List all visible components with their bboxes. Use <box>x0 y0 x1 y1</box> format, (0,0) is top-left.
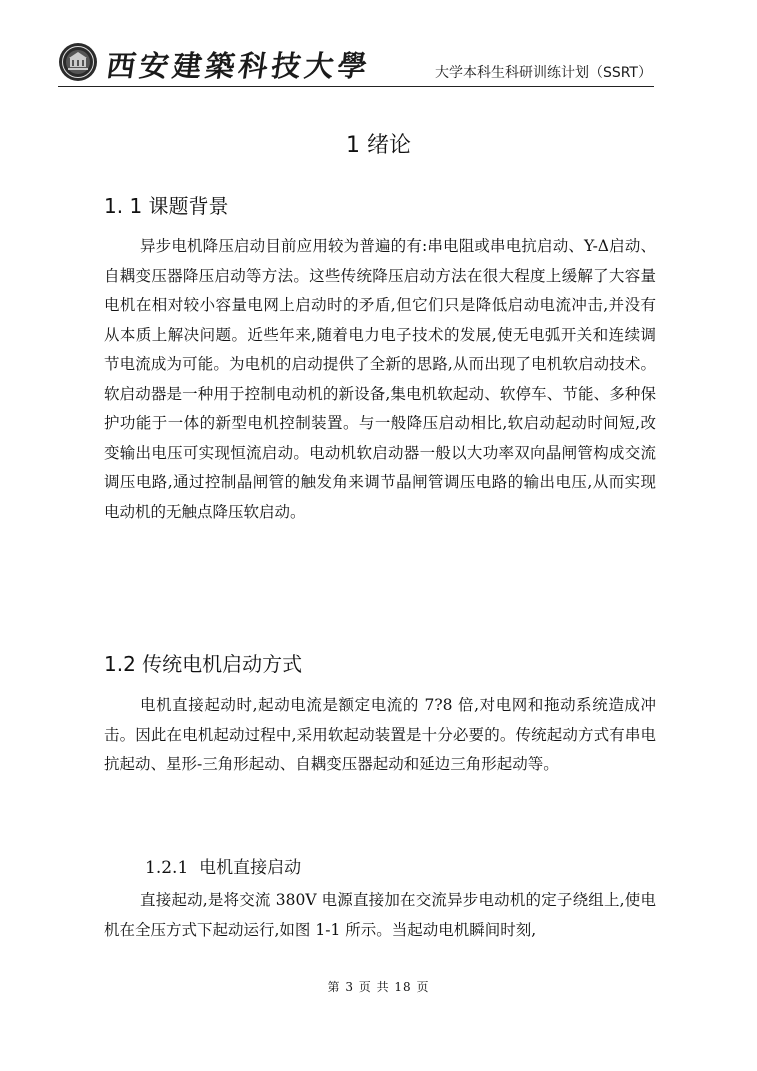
subsection-heading <box>145 853 301 878</box>
subsection-number: 1.2.1 <box>145 858 189 878</box>
section-heading-background: 1. 1 课题背景 <box>104 194 229 218</box>
university-name: 西安建築科技大學 <box>104 49 374 83</box>
page-header <box>58 40 654 87</box>
subsection-title: 电机直接启动 <box>199 858 302 878</box>
page-number-footer: 第 3 页 共 18 页 <box>327 980 430 994</box>
section-heading-traditional-start: 1.2 传统电机启动方式 <box>104 652 303 676</box>
section-paragraph-background: 异步电机降压启动目前应用较为普遍的有:串电阻或串电抗启动、Y-Δ启动、自耦变压器降压启动等方法。这些传统降压启动方法在很大程度上缓解了大容量电机在相对较小容量电网上启动时的矛盾,但它们只是降低启动电流冲击,并没有从本质上解决问题。近些年来,随着电力电子技术的发展,使无电弧开关和连续调节电流成为可能。为电机的启动提供了全新的思路,从而出现了电机软启动技术。软启动器是一种用于控制电动机的新设备,集电机软起动、软停车、节能、多种保护功能于一体的新型电机控制装置。与一般降压启动相比,软启动起动时间短,改变输出电压可实现恒流启动。电动机软启动器一般以大功率双向晶闸管构成交流调压电路,通过控制晶闸管的触发角来调节晶闸管调压电路的输出电压,从而实现电动机的无触点降压软启动。 <box>104 237 656 521</box>
chapter-title: 1 绪论 <box>346 133 411 158</box>
subsection-paragraph: 直接起动,是将交流 380V 电源直接加在交流异步电动机的定子绕组上,使电机在全压方式下起动运行,如图 1-1 所示。当起动电机瞬间时刻, <box>104 891 656 939</box>
program-name: 大学本科生科研训练计划（SSRT） <box>434 65 652 81</box>
section-paragraph-traditional-start: 电机直接起动时,起动电流是额定电流的 7?8 倍,对电网和拖动系统造成冲击。因此在电机起动过程中,采用软起动装置是十分必要的。传统起动方式有串电抗起动、星形-三角形起动、自耦变压器起动和延边三角形起动等。 <box>104 696 656 773</box>
university-seal-icon <box>58 42 98 82</box>
